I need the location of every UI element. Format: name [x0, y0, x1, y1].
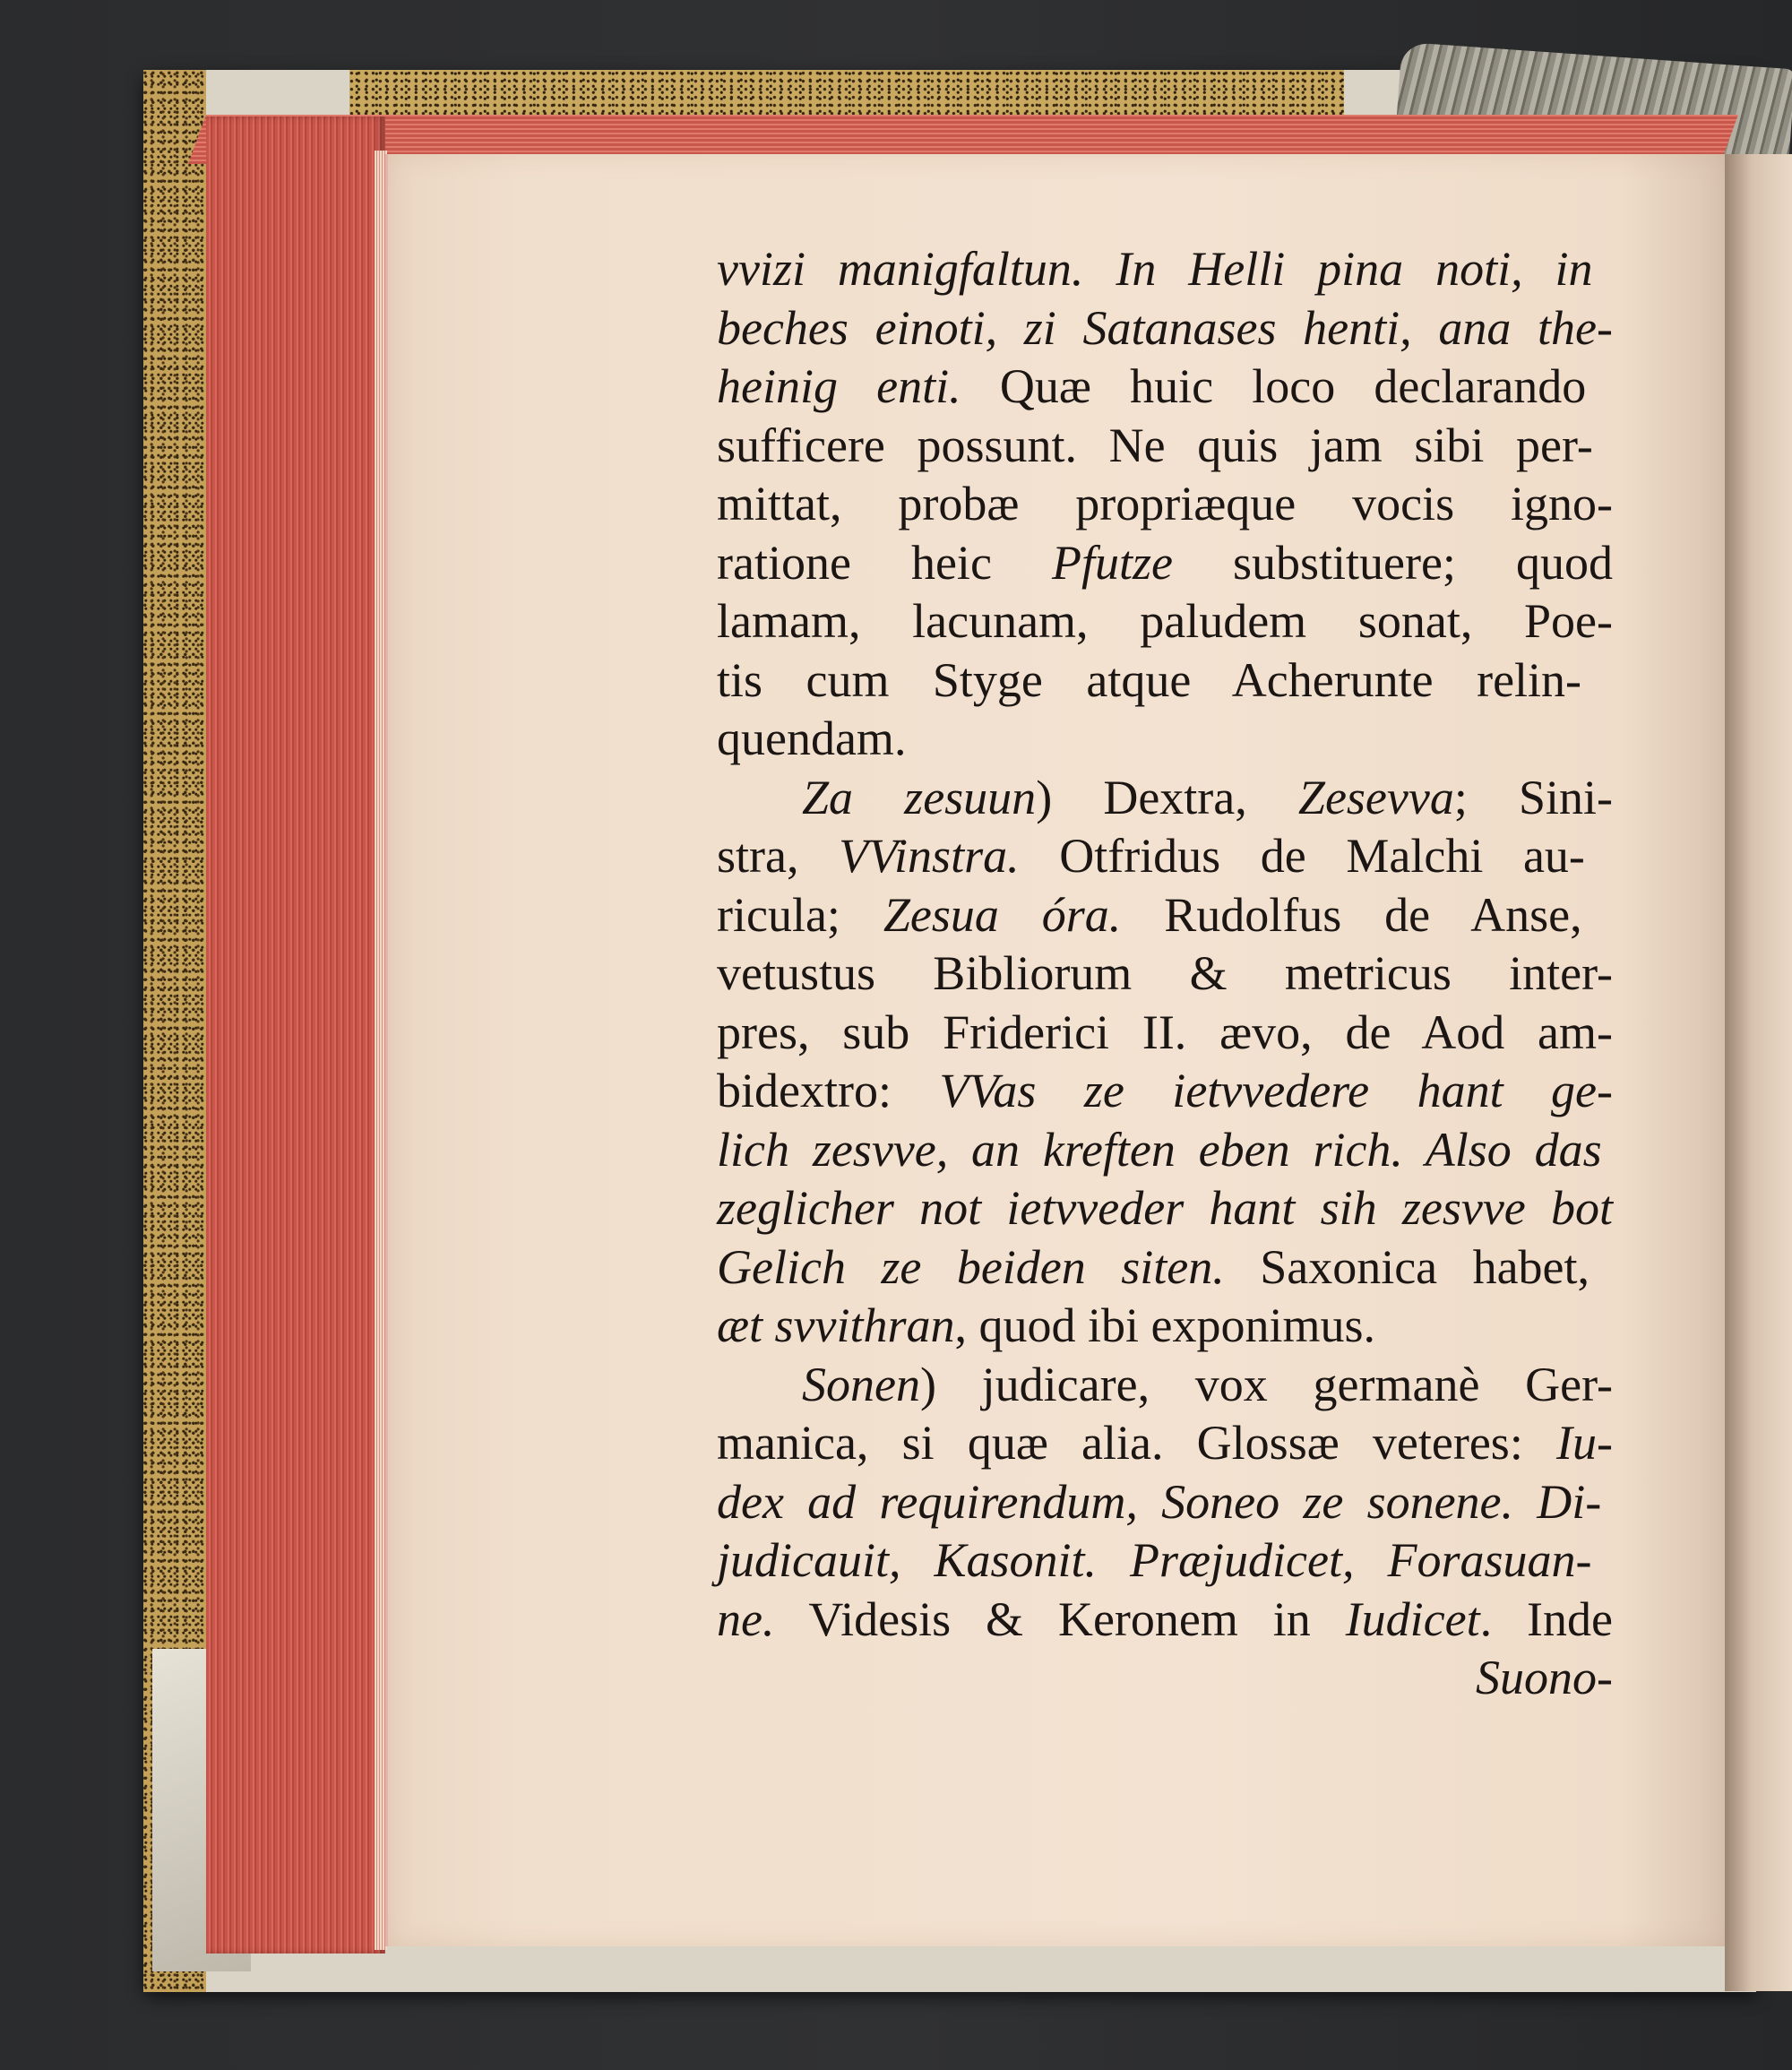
- roman-run: manica, si quæ alia. Glossæ veteres:: [717, 1416, 1557, 1470]
- text-line: [717, 1179, 1613, 1238]
- text-line: [717, 827, 1613, 886]
- italic-run: zeglicher not ietvveder hant sih zesvve bot: [717, 1181, 1613, 1235]
- roman-run: Saxonica habet,: [1224, 1239, 1590, 1294]
- text-line: [717, 240, 1613, 299]
- roman-run: Otfridus de Malchi au-: [1019, 829, 1585, 883]
- italic-run: VVinstra.: [839, 829, 1020, 883]
- italic-run: Za zesuun: [802, 770, 1037, 824]
- italic-run: ne.: [717, 1591, 775, 1646]
- text-line: [717, 1356, 1613, 1415]
- roman-run: mittat, probæ propriæque vocis igno-: [717, 477, 1613, 530]
- italic-run: vvizi manigfaltun. In Helli pina noti, in: [717, 242, 1593, 296]
- italic-run: Pfutze: [1051, 535, 1173, 590]
- text-line: [717, 1121, 1613, 1180]
- italic-run: Zesua óra.: [883, 887, 1122, 942]
- roman-run: ) Dextra,: [1036, 770, 1298, 824]
- roman-run: Rudolfus de Anse,: [1121, 887, 1582, 942]
- text-line: [717, 1238, 1613, 1298]
- roman-run: bidextro:: [717, 1064, 940, 1117]
- italic-run: Sonen: [802, 1357, 920, 1411]
- text-line: [717, 886, 1613, 945]
- italic-run: VVas ze ietvvedere hant ge-: [939, 1064, 1613, 1117]
- text-line: [717, 651, 1613, 711]
- page-text: [717, 240, 1613, 1708]
- roman-run: ) judicare, vox germanè Ger-: [919, 1357, 1613, 1411]
- roman-run: . Inde: [1479, 1591, 1613, 1646]
- roman-run: pres, sub Friderici II. ævo, de Aod am-: [717, 1005, 1613, 1059]
- gutter-facing-page: [1725, 154, 1792, 1991]
- roman-run: tis cum Styge atque Acherunte relin-: [717, 652, 1582, 707]
- roman-run: Quæ huic loco declarando: [961, 359, 1587, 413]
- red-edge-fore: [206, 116, 385, 1954]
- text-line: [717, 534, 1613, 593]
- italic-run: Zesevva: [1297, 770, 1454, 824]
- text-line: [717, 1531, 1613, 1591]
- roman-run: stra,: [717, 829, 840, 883]
- italic-run: heinig enti.: [717, 359, 961, 413]
- text-line: [717, 358, 1613, 417]
- italic-run: Iudicet: [1345, 1591, 1480, 1646]
- italic-run: Gelich ze beiden siten.: [717, 1239, 1225, 1294]
- italic-run: dex ad requirendum, Soneo ze sonene. Di-: [717, 1474, 1602, 1529]
- italic-run: lich zesvve, an kreften eben rich. Also das: [717, 1122, 1602, 1177]
- roman-run: vetustus Bibliorum & metricus inter-: [717, 946, 1613, 1000]
- text-line: [717, 1004, 1613, 1063]
- roman-run: ; Sini-: [1453, 770, 1614, 824]
- roman-run: ratione heic: [717, 535, 1052, 590]
- text-line: [717, 417, 1613, 476]
- roman-run: ricula;: [717, 887, 883, 942]
- text-line: [717, 1297, 1613, 1356]
- text-line: [717, 1414, 1613, 1473]
- roman-run: sufficere possunt. Ne quis jam sibi per-: [717, 418, 1593, 472]
- italic-run: beches einoti, zi Satanases henti, ana the-: [717, 300, 1613, 355]
- marbled-endpaper-top: [349, 70, 1344, 115]
- roman-run: substituere; quod: [1172, 535, 1613, 590]
- text-line: [717, 944, 1613, 1004]
- roman-run: Videsis & Keronem in: [774, 1591, 1346, 1646]
- text-line: [717, 299, 1613, 358]
- text-line: [717, 710, 1613, 769]
- italic-run: æt svvithran: [717, 1298, 955, 1352]
- text-line: [717, 769, 1613, 828]
- text-line: [717, 1473, 1613, 1532]
- roman-run: lamam, lacunam, paludem sonat, Poe-: [717, 594, 1613, 648]
- catchword: Suono-: [1476, 1651, 1613, 1704]
- roman-run: , quod ibi exponimus.: [954, 1298, 1375, 1352]
- text-line: [717, 1062, 1613, 1121]
- italic-run: judicauit, Kasonit. Præjudicet, Forasuan-: [717, 1533, 1592, 1587]
- text-line: [717, 592, 1613, 651]
- italic-run: Iu-: [1556, 1416, 1613, 1470]
- text-line: [717, 1591, 1613, 1650]
- text-line: [717, 475, 1613, 534]
- roman-run: quendam.: [717, 712, 907, 765]
